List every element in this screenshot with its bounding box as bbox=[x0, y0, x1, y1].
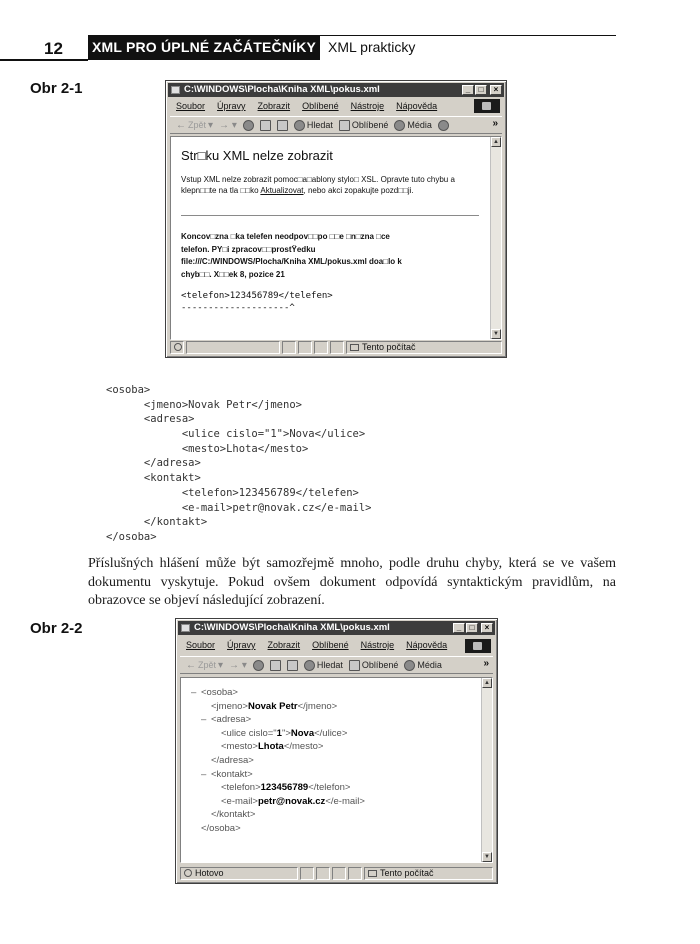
back-button[interactable]: ← Zpět ▾ bbox=[186, 659, 224, 671]
computer-icon bbox=[350, 344, 359, 351]
tree-line: <mesto>Lhota</mesto> bbox=[221, 741, 324, 753]
windows-logo-icon bbox=[465, 639, 491, 653]
error-detail: Koncov□zna □ka telefen neodpov□□po □□e □n□zna □ce telefon. PY□i zpracov□□prostŸedku file:///C:/WINDOWS/Plocha/Kniha XML/pokus.xml doa□lo k chyb□□. X□□ek 8, pozice 21 bbox=[181, 232, 402, 279]
browser-window-error bbox=[165, 80, 507, 358]
tree-line: <telefon>123456789</telefon> bbox=[221, 782, 351, 794]
section-title: XML prakticky bbox=[328, 39, 416, 55]
stop-button[interactable] bbox=[243, 120, 254, 131]
minimize-button[interactable]: _ bbox=[462, 85, 474, 95]
favorites-icon bbox=[349, 660, 360, 671]
tree-line: </adresa> bbox=[211, 754, 254, 766]
close-button[interactable]: × bbox=[490, 85, 502, 95]
status-bar bbox=[180, 867, 493, 880]
xml-tree bbox=[191, 686, 365, 836]
search-button[interactable]: Hledat bbox=[294, 120, 333, 131]
title-bar bbox=[168, 83, 504, 97]
home-button[interactable] bbox=[277, 120, 288, 131]
media-icon bbox=[404, 660, 415, 671]
computer-icon bbox=[368, 870, 377, 877]
chapter-title: XML PRO ÚPLNÉ ZAČÁTEČNÍKY bbox=[88, 35, 320, 60]
menu-file[interactable]: Soubor bbox=[186, 640, 216, 650]
page-icon bbox=[184, 869, 192, 877]
tree-line: </osoba> bbox=[201, 822, 241, 834]
status-bar bbox=[170, 341, 502, 354]
search-icon bbox=[294, 120, 305, 131]
menu-help[interactable]: Nápověda bbox=[396, 101, 438, 111]
tree-line: <e-mail>petr@novak.cz</e-mail> bbox=[221, 795, 365, 807]
tree-line: </kontakt> bbox=[211, 809, 256, 821]
menu-view[interactable]: Zobrazit bbox=[257, 101, 291, 111]
status-ready: Hotovo bbox=[180, 867, 298, 880]
menu-edit[interactable]: Úpravy bbox=[227, 640, 256, 650]
scroll-up-icon[interactable]: ▲ bbox=[491, 137, 501, 147]
menu-favorites[interactable]: Oblíbené bbox=[312, 640, 349, 650]
status-zone: Tento počítač bbox=[364, 867, 493, 880]
media-icon bbox=[394, 120, 405, 131]
search-button[interactable]: Hledat bbox=[304, 660, 343, 671]
status-zone: Tento počítač bbox=[346, 341, 502, 354]
scroll-down-icon[interactable]: ▼ bbox=[491, 329, 501, 339]
stop-button[interactable] bbox=[253, 660, 264, 671]
vertical-scrollbar[interactable] bbox=[490, 137, 501, 339]
menu-tools[interactable]: Nástroje bbox=[360, 640, 395, 650]
home-icon bbox=[277, 120, 288, 131]
document-icon bbox=[171, 86, 180, 94]
minimize-button[interactable]: _ bbox=[453, 623, 465, 633]
menu-favorites[interactable]: Oblíbené bbox=[302, 101, 339, 111]
vertical-scrollbar[interactable] bbox=[481, 678, 492, 862]
back-button[interactable]: ← Zpět ▾ bbox=[176, 119, 214, 131]
error-title: Str□ku XML nelze zobrazit bbox=[181, 148, 333, 163]
close-button[interactable]: × bbox=[481, 623, 493, 633]
header-rule-right bbox=[320, 35, 616, 36]
menu-bar bbox=[180, 639, 493, 652]
menu-help[interactable]: Nápověda bbox=[406, 640, 448, 650]
home-icon bbox=[287, 660, 298, 671]
menu-file[interactable]: Soubor bbox=[176, 101, 206, 111]
page-number: 12 bbox=[44, 39, 63, 58]
home-button[interactable] bbox=[287, 660, 298, 671]
media-button[interactable]: Média bbox=[404, 660, 442, 671]
stop-icon bbox=[253, 660, 264, 671]
windows-logo-icon bbox=[474, 99, 500, 113]
favorites-button[interactable]: Oblíbené bbox=[339, 120, 389, 131]
browser-window-tree bbox=[175, 618, 498, 884]
tree-line: <jmeno>Novak Petr</jmeno> bbox=[211, 700, 338, 712]
page-content bbox=[180, 677, 493, 863]
tree-line[interactable]: – <osoba> bbox=[191, 687, 238, 698]
page-content bbox=[170, 136, 502, 340]
error-message: Vstup XML nelze zobrazit pomoc□a□ablony stylo□ XSL. Opravte tuto chybu a klepn□□te na tla □□ko Aktualizovat, nebo akci zopakujte pozd□□ji. bbox=[181, 175, 455, 195]
tree-line[interactable]: – <adresa> bbox=[201, 714, 252, 726]
refresh-button[interactable] bbox=[260, 120, 271, 131]
media-button[interactable]: Média bbox=[394, 120, 432, 131]
maximize-button[interactable]: □ bbox=[475, 85, 487, 95]
refresh-icon bbox=[260, 120, 271, 131]
history-button[interactable] bbox=[438, 120, 449, 131]
menu-tools[interactable]: Nástroje bbox=[350, 101, 385, 111]
favorites-icon bbox=[339, 120, 350, 131]
body-paragraph: Příslušných hlášení může být samozřejmě mnoho, podle druhu chyby, která se ve vašem dokumentu vyskytuje. Pokud ovšem dokument odpovídá syntaktickým pravidlům, na obrazovce se objeví následující zobrazení. bbox=[88, 556, 616, 608]
header-rule bbox=[0, 59, 88, 61]
history-icon bbox=[438, 120, 449, 131]
title-bar bbox=[178, 621, 495, 635]
figure-label-2: Obr 2-2 bbox=[30, 620, 83, 637]
document-icon bbox=[181, 624, 190, 632]
figure-label-1: Obr 2-1 bbox=[30, 80, 83, 97]
scroll-down-icon[interactable]: ▼ bbox=[482, 852, 492, 862]
error-source: <telefon>123456789</telefen> --------------------^ bbox=[181, 291, 333, 313]
divider bbox=[181, 215, 479, 216]
toolbar-more-icon[interactable]: » bbox=[483, 658, 489, 669]
tree-line[interactable]: – <kontakt> bbox=[201, 768, 253, 780]
maximize-button[interactable]: □ bbox=[466, 623, 478, 633]
toolbar bbox=[180, 656, 493, 674]
window-title: C:\WINDOWS\Plocha\Kniha XML\pokus.xml bbox=[184, 84, 380, 95]
tree-line: <ulice cislo="1">Nova</ulice> bbox=[221, 727, 348, 739]
scroll-up-icon[interactable]: ▲ bbox=[482, 678, 492, 688]
toolbar-more-icon[interactable]: » bbox=[492, 118, 498, 129]
favorites-button[interactable]: Oblíbené bbox=[349, 660, 399, 671]
refresh-icon bbox=[270, 660, 281, 671]
page-icon bbox=[174, 343, 182, 351]
refresh-link[interactable]: Aktualizovat bbox=[260, 186, 304, 195]
window-title: C:\WINDOWS\Plocha\Kniha XML\pokus.xml bbox=[194, 622, 390, 633]
forward-button[interactable]: → ▾ bbox=[229, 659, 247, 671]
forward-button[interactable]: → ▾ bbox=[219, 119, 237, 131]
menu-edit[interactable]: Úpravy bbox=[217, 101, 246, 111]
code-listing: <osoba> <jmeno>Novak Petr</jmeno> <adresa> <ulice cislo="1">Nova</ulice> <mesto>Lhota</mesto> </adresa> <kontakt> <telefon>123456789</telefen> <e-mail>petr@novak.cz</e-mail> </kontakt> </osoba> bbox=[106, 384, 372, 543]
search-icon bbox=[304, 660, 315, 671]
toolbar bbox=[170, 116, 502, 134]
menu-bar bbox=[170, 100, 502, 113]
refresh-button[interactable] bbox=[270, 660, 281, 671]
menu-view[interactable]: Zobrazit bbox=[267, 640, 301, 650]
stop-icon bbox=[243, 120, 254, 131]
